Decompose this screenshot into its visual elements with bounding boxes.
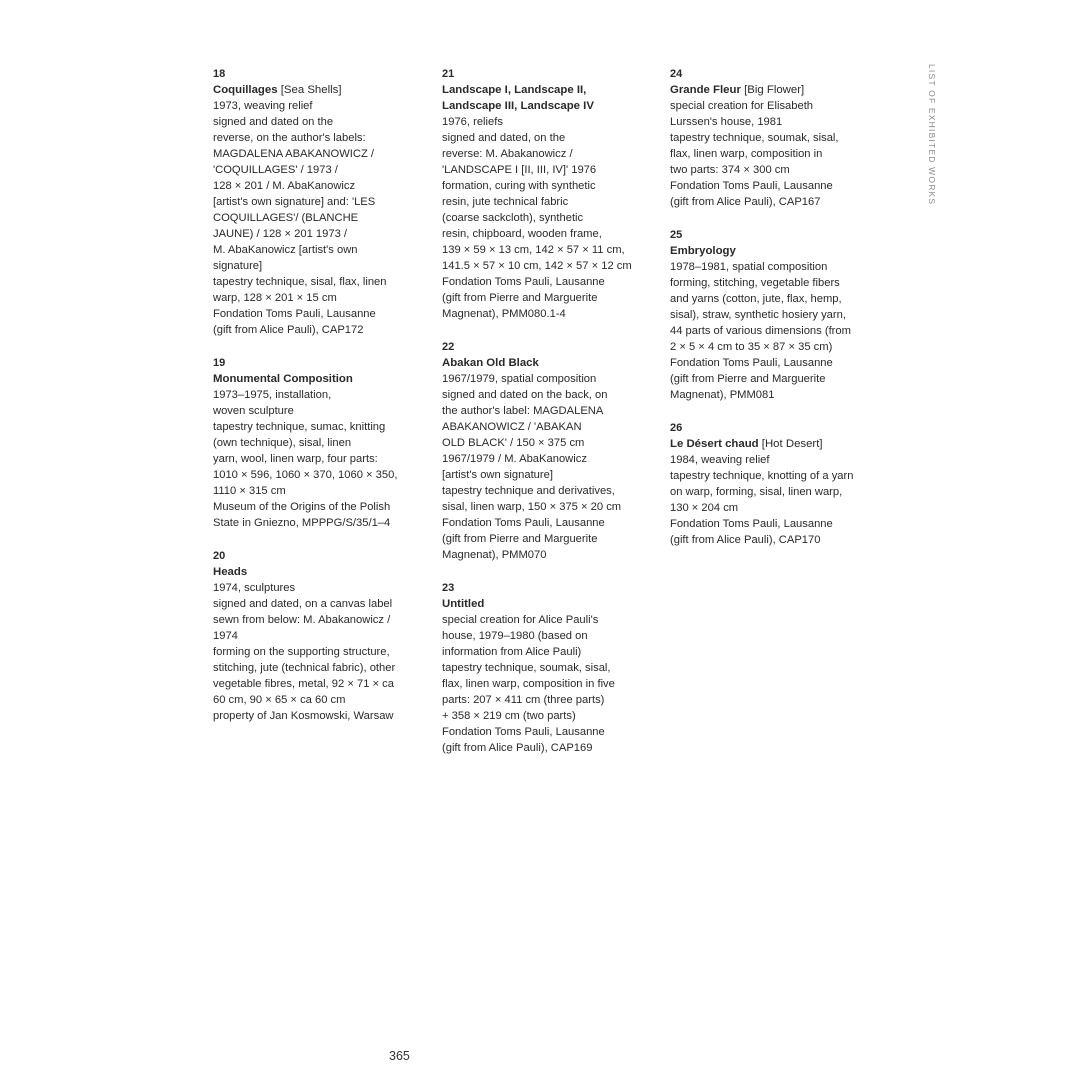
entry-detail-line: reverse: M. Abakanowicz /	[442, 148, 573, 160]
entry-detail-line: 141.5 × 57 × 10 cm, 142 × 57 × 12 cm	[442, 260, 632, 272]
entry-detail-line: (coarse sackcloth), synthetic	[442, 212, 584, 224]
entry-detail-line: JAUNE) / 128 × 201 1973 /	[213, 228, 348, 240]
entry-translated-title: [Hot Desert]	[758, 438, 823, 450]
entry-detail-line: [artist's own signature]	[442, 469, 553, 481]
entry-detail-line: M. AbaKanowicz [artist's own	[213, 244, 358, 256]
entry-title: Landscape I, Landscape II,	[442, 84, 587, 96]
entry-title: Heads	[213, 566, 248, 578]
entry-number: 22	[442, 341, 455, 353]
entry-detail-line: Fondation Toms Pauli, Lausanne	[670, 518, 833, 530]
entry-translated-title: [Big Flower]	[740, 84, 805, 96]
entry-detail-line: 'LANDSCAPE I [II, III, IV]' 1976	[442, 164, 597, 176]
entry-title-line	[670, 82, 885, 98]
entry-detail-line: tapestry technique, soumak, sisal,	[442, 662, 611, 674]
entry-detail-line: 'COQUILLAGES' / 1973 /	[213, 164, 338, 176]
entry-number: 19	[213, 357, 226, 369]
entry-detail-line: the author's label: MAGDALENA	[442, 405, 604, 417]
entry-detail-line: (gift from Pierre and Marguerite	[442, 533, 598, 545]
page-number: 365	[389, 1049, 410, 1063]
entry-detail-line: 1973–1975, installation,	[213, 389, 332, 401]
entry-detail-line: 44 parts of various dimensions (from	[670, 325, 851, 337]
entry-detail-line: 60 cm, 90 × 65 × ca 60 cm	[213, 694, 346, 706]
entry-detail-line: 1976, reliefs	[442, 116, 503, 128]
entry-detail-line: Fondation Toms Pauli, Lausanne	[670, 357, 833, 369]
entry-detail-line: 1984, weaving relief	[670, 454, 770, 466]
entry-detail-line: Magnenat), PMM070	[442, 549, 547, 561]
entry-detail-line: 1974, sculptures	[213, 582, 296, 594]
entry-number: 25	[670, 229, 683, 241]
entry-detail-line: (gift from Alice Pauli), CAP167	[670, 196, 821, 208]
entry-number: 20	[213, 550, 226, 562]
entry-title-line	[442, 355, 657, 371]
entry-detail-line: OLD BLACK' / 150 × 375 cm	[442, 437, 585, 449]
entry-title: Coquillages	[213, 84, 278, 96]
entry-detail-line: sisal, linen warp, 150 × 375 × 20 cm	[442, 501, 622, 513]
entry-title-line	[442, 82, 657, 98]
entry-detail-line: special creation for Alice Pauli's	[442, 614, 599, 626]
entry-detail-line: tapestry technique, knotting of a yarn	[670, 470, 854, 482]
entry-detail-line: Museum of the Origins of the Polish	[213, 501, 391, 513]
entry-detail-line: signed and dated, on the	[442, 132, 566, 144]
entry-detail-line: 1967/1979, spatial composition	[442, 373, 597, 385]
entry-title: Embryology	[670, 245, 736, 257]
entry-detail-line: 2 × 5 × 4 cm to 35 × 87 × 35 cm)	[670, 341, 833, 353]
entry-detail-line: Fondation Toms Pauli, Lausanne	[442, 726, 605, 738]
catalog-entry	[670, 66, 885, 210]
entry-detail-line: reverse, on the author's labels:	[213, 132, 366, 144]
entry-detail-line: Fondation Toms Pauli, Lausanne	[442, 517, 605, 529]
entry-title-line	[670, 243, 885, 259]
catalog-entry	[670, 227, 885, 403]
entry-detail-line: signed and dated on the	[213, 116, 334, 128]
catalog-entry	[670, 420, 885, 548]
entry-number: 21	[442, 68, 455, 80]
entry-detail-line: and yarns (cotton, jute, flax, hemp,	[670, 293, 842, 305]
entry-detail-line: sewn from below: M. Abakanowicz /	[213, 614, 391, 626]
entry-title-line	[213, 82, 428, 98]
column-2	[442, 66, 657, 773]
entry-detail-line: ABAKANOWICZ / 'ABAKAN	[442, 421, 582, 433]
entry-detail-line: (gift from Alice Pauli), CAP172	[213, 324, 364, 336]
entry-title: Monumental Composition	[213, 373, 353, 385]
entry-detail-line: forming on the supporting structure,	[213, 646, 390, 658]
entry-detail-line: house, 1979–1980 (based on	[442, 630, 588, 642]
entry-detail-line: on warp, forming, sisal, linen warp,	[670, 486, 843, 498]
column-1	[213, 66, 428, 741]
entry-detail-line: resin, jute technical fabric	[442, 196, 569, 208]
entry-detail-line: MAGDALENA ABAKANOWICZ /	[213, 148, 375, 160]
catalog-entry	[213, 355, 428, 531]
entry-detail-line: + 358 × 219 cm (two parts)	[442, 710, 576, 722]
entry-detail-line: 128 × 201 / M. AbaKanowicz	[213, 180, 356, 192]
entry-detail-line: 1974	[213, 630, 238, 642]
entry-detail-line: forming, stitching, vegetable fibers	[670, 277, 840, 289]
entry-detail-line: tapestry technique, soumak, sisal,	[670, 132, 839, 144]
entry-detail-line: 130 × 204 cm	[670, 502, 739, 514]
entry-detail-line: formation, curing with synthetic	[442, 180, 596, 192]
entry-detail-line: vegetable fibres, metal, 92 × 71 × ca	[213, 678, 394, 690]
entry-title-line	[442, 596, 657, 612]
entry-number: 24	[670, 68, 683, 80]
entry-detail-line: tapestry technique and derivatives,	[442, 485, 615, 497]
entry-title: Abakan Old Black	[442, 357, 539, 369]
entry-detail-line: Magnenat), PMM081	[670, 389, 775, 401]
entry-detail-line: (gift from Alice Pauli), CAP169	[442, 742, 593, 754]
entry-detail-line: stitching, jute (technical fabric), other	[213, 662, 396, 674]
entry-detail-line: warp, 128 × 201 × 15 cm	[213, 292, 337, 304]
entry-detail-line: flax, linen warp, composition in five	[442, 678, 615, 690]
entry-detail-line: COQUILLAGES'/ (BLANCHE	[213, 212, 359, 224]
entry-title: Le Désert chaud	[670, 438, 759, 450]
entry-detail-line: two parts: 374 × 300 cm	[670, 164, 790, 176]
entry-number: 23	[442, 582, 455, 594]
entry-title-continued: Landscape III, Landscape IV	[442, 100, 594, 112]
entry-translated-title: [Sea Shells]	[277, 84, 342, 96]
entry-title: Grande Fleur	[670, 84, 741, 96]
entry-detail-line: (gift from Pierre and Marguerite	[442, 292, 598, 304]
entry-detail-line: parts: 207 × 411 cm (three parts)	[442, 694, 605, 706]
entry-detail-line: tapestry technique, sumac, knitting	[213, 421, 386, 433]
entry-detail-line: (gift from Pierre and Marguerite	[670, 373, 826, 385]
catalog-entry	[442, 580, 657, 756]
column-3	[670, 66, 885, 565]
entry-detail-line: 1010 × 596, 1060 × 370, 1060 × 350,	[213, 469, 398, 481]
catalog-entry	[442, 339, 657, 563]
entry-detail-line: 1967/1979 / M. AbaKanowicz	[442, 453, 587, 465]
entry-detail-line: Lurssen's house, 1981	[670, 116, 783, 128]
entry-detail-line: (own technique), sisal, linen	[213, 437, 352, 449]
entry-title: Untitled	[442, 598, 485, 610]
entry-detail-line: State in Gniezno, MPPPG/S/35/1–4	[213, 517, 391, 529]
entry-detail-line: flax, linen warp, composition in	[670, 148, 823, 160]
entry-detail-line: property of Jan Kosmowski, Warsaw	[213, 710, 394, 722]
entry-detail-line: 1978–1981, spatial composition	[670, 261, 828, 273]
entry-detail-line: Fondation Toms Pauli, Lausanne	[213, 308, 376, 320]
entry-detail-line: tapestry technique, sisal, flax, linen	[213, 276, 387, 288]
entry-detail-line: (gift from Alice Pauli), CAP170	[670, 534, 821, 546]
entry-detail-line: 139 × 59 × 13 cm, 142 × 57 × 11 cm,	[442, 244, 625, 256]
entry-detail-line: signed and dated, on a canvas label	[213, 598, 393, 610]
entry-detail-line: 1110 × 315 cm	[213, 485, 286, 497]
entry-detail-line: woven sculpture	[213, 405, 294, 417]
entry-detail-line: Fondation Toms Pauli, Lausanne	[670, 180, 833, 192]
entry-detail-line: 1973, weaving relief	[213, 100, 313, 112]
entry-detail-line: [artist's own signature] and: 'LES	[213, 196, 376, 208]
entry-detail-line: sisal), straw, synthetic hosiery yarn,	[670, 309, 846, 321]
catalog-entry	[213, 548, 428, 724]
entry-detail-line: signed and dated on the back, on	[442, 389, 608, 401]
section-side-label: LIST OF EXHIBITED WORKS	[927, 64, 937, 206]
entry-detail-line: information from Alice Pauli)	[442, 646, 582, 658]
entry-number: 18	[213, 68, 226, 80]
entry-number: 26	[670, 422, 683, 434]
catalog-entry	[213, 66, 428, 338]
entry-title-line	[670, 436, 885, 452]
entry-detail-line: Magnenat), PMM080.1-4	[442, 308, 566, 320]
entry-detail-line: Fondation Toms Pauli, Lausanne	[442, 276, 605, 288]
catalog-entry	[442, 66, 657, 322]
entry-title-line	[213, 371, 428, 387]
entry-title-line	[213, 564, 428, 580]
entry-detail-line: resin, chipboard, wooden frame,	[442, 228, 602, 240]
entry-detail-line: yarn, wool, linen warp, four parts:	[213, 453, 378, 465]
entry-detail-line: signature]	[213, 260, 263, 272]
entry-detail-line: special creation for Elisabeth	[670, 100, 814, 112]
